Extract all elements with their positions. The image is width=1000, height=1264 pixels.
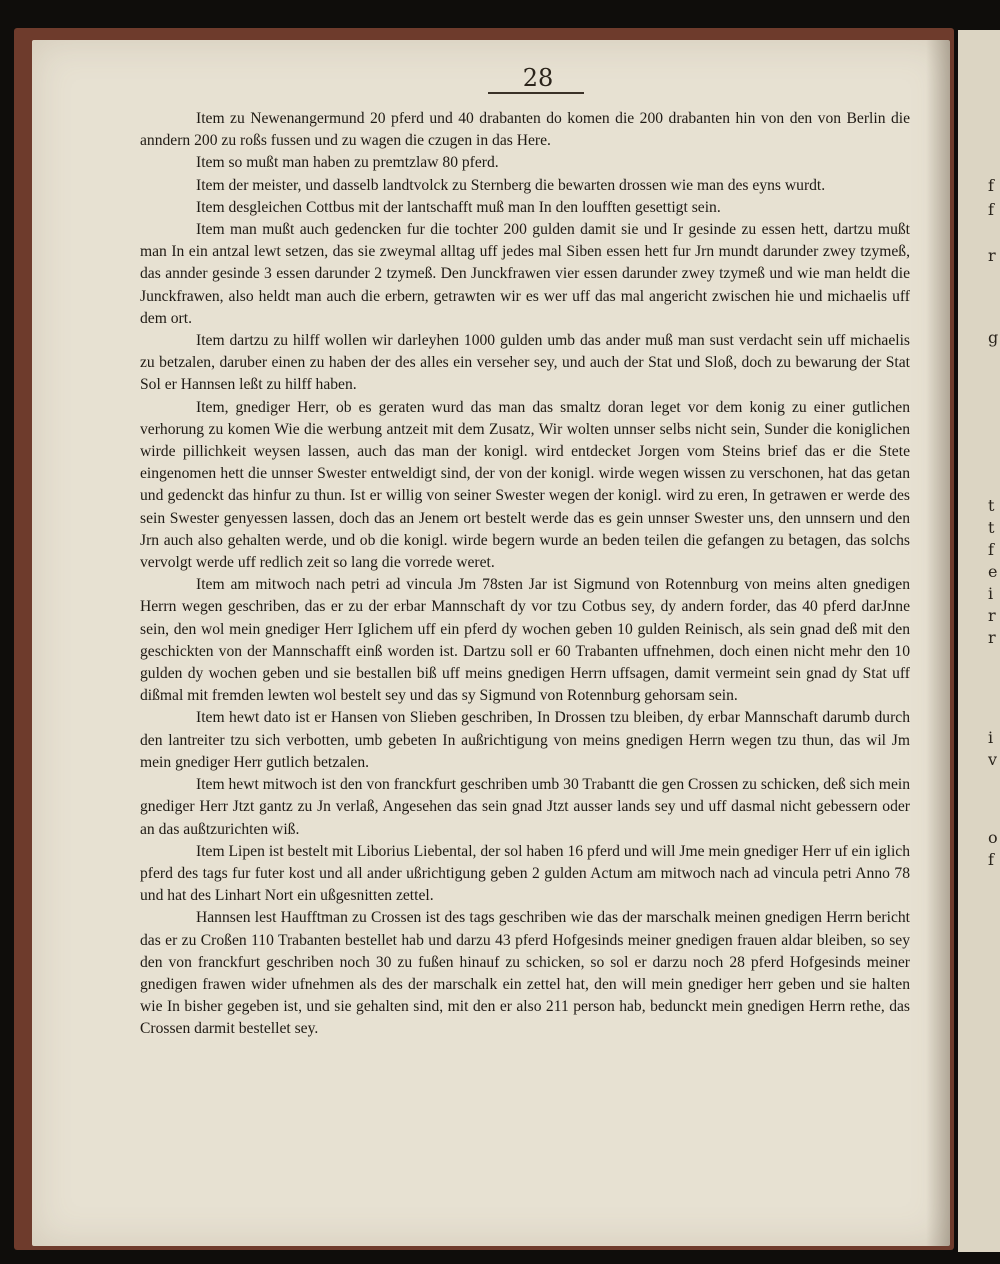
paragraph: Item hewt dato ist er Hansen von Slieben geschriben, In Drossen tzu bleiben, dy erbar Mannschaft darumb durch den lantreiter tzu sich verbotten, umb gebeten In außrichtigung von meins gnedigen Herrn wegen tzu thun, das wil Jm mein gnediger Herr gutlich betzalen. <box>140 709 910 771</box>
page-number: 28 <box>522 64 554 92</box>
paragraph: Item hewt mitwoch ist den von franckfurt geschriben umb 30 Trabantt die gen Crossen zu schicken, deß sich mein gnediger Herr Jtzt gantz zu Jn verlaß, Angesehen das sein gnad Jtzt ausser lands sey und uff dasmal nicht gebessern oder an das außtzurichten wiß. <box>140 776 910 838</box>
paragraph: Item, gnediger Herr, ob es geraten wurd das man das smaltz doran leget vor dem konig zu einer gutlichen verhorung zu komen Wie die werbung antzeit mit dem Zusatz, Wir wolten unnser selbs nicht sein, Sunder die koniglichen wirde pillichkeit weysen lassen, auch das man der konigl. wird entdecket Jorgen vom Steins brief das er die Stete eingenomen hett die unnser Swester entweldigt sind, der von der konigl. wirde wegen wissen zu verschonen, hat das getan und gedenckt das hinfur zu thun. Ist er willig von seiner Swester wegen der konigl. wird zu eren, In getrawen er werde des sein Swester genyessen lassen, doch das an Jenem ort bestelt werde das es gein unnser Swester uns, den unnsern und den Jrn auch also gehalten werde, und ob die konigl. wirde begern wurde an beden teilen die gefangen zu betagen, das solchs vervolgt werde uff redlich zeit so lang die vorrede weret. <box>140 398 910 572</box>
facing-page-edge <box>958 30 1000 1252</box>
paragraph: Item so mußt man haben zu premtzlaw 80 pferd. <box>196 154 499 172</box>
paragraph: Hannsen lest Haufftman zu Crossen ist des tags geschriben wie das der marschalk meinen gnedigen Herrn bericht das er zu Croßen 110 Trabanten bestellet hab und darzu 43 pferd Hofgesinds meiner gnedigen frauen aldar bleiben, so sey den von franckfurt geschriben noch 30 zu fußen hinauf zu schicken, so sol er darzu noch 28 pferd Hofgesinds meiner gnedigen frawen wider ufnehmen als des der marschalk ein zettel hat, den will mein gnediger herr geben und sie halten wie In bisher gegeben ist, und sie gehalten sind, mit den er also 211 person hab, bedunckt mein gnedigen Herrn rethe, das Crossen darmit bestellet sey. <box>140 909 910 1038</box>
facing-page-fragment: r <box>988 628 996 647</box>
facing-page-fragment: t <box>988 518 995 537</box>
paragraph: Item am mitwoch nach petri ad vincula Jm 78sten Jar ist Sigmund von Rotennburg von meins alten gnedigen Herrn wegen geschriben, das er zu der erbar Mannschaft dy vor tzu Cotbus sey, dy andern forder, das 40 pferd darJnne sein, den wol mein gnediger Herr Iglichem uff ein pferd dy wochen geben 10 gulden Reinisch, als sein gnad deß mit den geschickten von der Mannschafft einß worden ist. Dartzu soll er 60 Trabanten uffnehmen, doch einen nicht mehr den 10 gulden dy wochen geben und sie bestallen biß uff meins gnedigen Herrn uffsagen, damit vermeint sein gnad dy Stat uff dißmal mit fremden lewten wol bestelt sey und das sy Sigmund von Rotennburg gehorsam sein. <box>140 576 910 705</box>
facing-page-fragment: t <box>988 496 995 515</box>
paragraph: Item der meister, und dasselb landtvolck zu Sternberg die bewarten drossen wie man des eyns wurdt. <box>196 176 826 194</box>
paragraph: Item dartzu zu hilff wollen wir darleyhen 1000 gulden umb das ander muß man sust verdacht sein uff michaelis zu betzalen, daruber einen zu haben der des alles ein verseher sey, und auch der Stat und Sloß, doch zu bewarung der Stat Sol er Hannsen leßt zu hilff haben. <box>140 332 910 394</box>
document-body <box>140 108 910 1041</box>
paragraph: Item desgleichen Cottbus mit der lantschafft muß man In den loufften gesettigt sein. <box>196 198 721 216</box>
facing-page-fragment: o <box>988 828 998 847</box>
facing-page-fragment: r <box>988 246 996 265</box>
facing-page-fragment: f <box>988 200 994 219</box>
facing-page-fragment: i <box>988 728 994 747</box>
paragraph: Item zu Newenangermund 20 pferd und 40 drabanten do komen die 200 drabanten hin von den von Berlin die anndern 200 zu roßs fussen und zu wagen die czugen in das Here. <box>140 110 910 150</box>
paragraph: Item man mußt auch gedencken fur die tochter 200 gulden damit sie und Ir gesinde zu essen hett, dartzu mußt man In ein antzal lewt setzen, das sie zweymal alltag uff jedes mal Siben essen hett fur Jrn mundt darunder zwey tzymeß, das annder gesinde 3 essen darunder 2 tzymeß. Den Junckfrawen vier essen darunder zwey tzymeß und wie man heldt die Junckfrawen, also heldt man auch die erbern, getrawten wir es wer uff das mal angericht zwischen hie und michaelis uff dem ort. <box>140 221 910 327</box>
facing-page-fragment: r <box>988 606 996 625</box>
facing-page-fragment: f <box>988 540 994 559</box>
facing-page-fragment: e <box>988 562 998 581</box>
facing-page-fragment: v <box>988 750 998 769</box>
facing-page-fragment: f <box>988 176 994 195</box>
page-gutter-shadow <box>926 40 950 1246</box>
facing-page-fragment: i <box>988 584 994 603</box>
facing-page-fragment: f <box>988 850 994 869</box>
paragraph: Item Lipen ist bestelt mit Liborius Liebental, der sol haben 16 pferd und will Jme mein gnediger Herr uf ein iglich pferd des tags fur futer kost und all ander ußrichtigung geben 2 gulden Actum am mitwoch nach ad vincula petri Anno 78 und hat des Linhart Nort ein ußgesnitten zettel. <box>140 842 910 905</box>
facing-page-fragment: g <box>988 328 999 347</box>
page-number-rule <box>488 92 584 94</box>
